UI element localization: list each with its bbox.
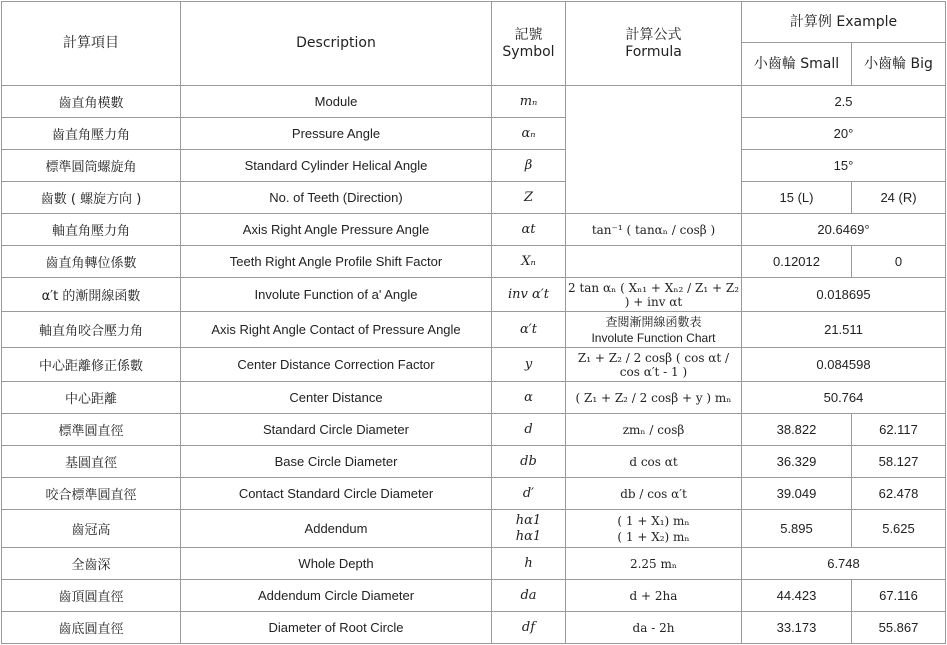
row-symbol: y [492,348,566,382]
table-row [2,548,946,580]
row-symbol: d′ [492,478,566,510]
row-item: 基圓直徑 [2,446,181,478]
row-symbol: da [492,580,566,612]
row-item: 全齒深 [2,548,181,580]
row-formula: tan⁻¹ ( tanαₙ / cosβ ) [566,214,742,246]
table-row [2,382,946,414]
row-description: Contact Standard Circle Diameter [181,478,492,510]
row-item: 中心距離修正係數 [2,348,181,382]
row-value: 0.084598 [742,348,946,382]
row-item: 標準圓筒螺旋角 [2,150,181,182]
row-symbol: Xₙ [492,246,566,278]
header-symbol [492,2,566,86]
row-small: 44.423 [742,580,852,612]
row-small: 5.895 [742,510,852,548]
row-formula: 2 tan αₙ ( Xₙ₁ + Xₙ₂ / Z₁ + Z₂ ) + inv αt [566,278,742,312]
header-symbol-en: Symbol [502,43,555,60]
symbol-line-1: hα1 [515,512,542,528]
row-formula: 2.25 mₙ [566,548,742,580]
row-description: Axis Right Angle Pressure Angle [181,214,492,246]
row-item: 齒直角壓力角 [2,118,181,150]
row-item: 齒底圓直徑 [2,612,181,644]
row-formula [566,312,742,348]
row-item: 齒直角轉位係數 [2,246,181,278]
row-description: Addendum Circle Diameter [181,580,492,612]
row-formula: zmₙ / cosβ [566,414,742,446]
row-description: Axis Right Angle Contact of Pressure Angle [181,312,492,348]
row-small: 33.173 [742,612,852,644]
row-description: Involute Function of a' Angle [181,278,492,312]
row-description: No. of Teeth (Direction) [181,182,492,214]
row-small: 38.822 [742,414,852,446]
table-row [2,182,946,214]
row-big: 67.116 [852,580,946,612]
table-row [2,478,946,510]
header-item: 計算項目 [2,2,181,86]
table-row [2,150,946,182]
header-example: 計算例 Example [742,2,946,43]
row-value: 20.6469° [742,214,946,246]
row-symbol: d [492,414,566,446]
row-value: 2.5 [742,86,946,118]
gear-calculation-table [1,1,946,644]
table-row [2,348,946,382]
row-symbol [492,510,566,548]
row-description: Center Distance [181,382,492,414]
table-row [2,278,946,312]
row-big: 58.127 [852,446,946,478]
row-formula: da - 2h [566,612,742,644]
table-row [2,86,946,118]
header-big: 小齒輪 Big [852,43,946,86]
row-item: 齒冠高 [2,510,181,548]
row-symbol: Z [492,182,566,214]
row-formula: ( Z₁ + Z₂ / 2 cosβ + y ) mₙ [566,382,742,414]
table-row [2,246,946,278]
table-row [2,414,946,446]
header-formula [566,2,742,86]
row-big: 55.867 [852,612,946,644]
row-formula: d cos αt [566,446,742,478]
formula-line-1: ( 1 + X₁) mₙ [617,513,690,528]
row-value: 20° [742,118,946,150]
row-symbol: h [492,548,566,580]
row-item: 標準圓直徑 [2,414,181,446]
row-value: 6.748 [742,548,946,580]
row-formula: d + 2ha [566,580,742,612]
row-big: 62.117 [852,414,946,446]
row-item: 軸直角壓力角 [2,214,181,246]
table-row [2,580,946,612]
row-small: 36.329 [742,446,852,478]
row-small: 0.12012 [742,246,852,278]
row-item: 齒直角模數 [2,86,181,118]
row-item: α′t 的漸開線函數 [2,278,181,312]
row-value: 50.764 [742,382,946,414]
table-row [2,510,946,548]
table-row [2,214,946,246]
row-formula: Z₁ + Z₂ / 2 cosβ ( cos αt / cos α′t - 1 ) [566,348,742,382]
table-row [2,312,946,348]
header-row [2,2,946,43]
header-small: 小齒輪 Small [742,43,852,86]
header-description: Description [181,2,492,86]
row-description: Addendum [181,510,492,548]
table-row [2,612,946,644]
formula-line-2: ( 1 + X₂) mₙ [617,529,690,544]
row-description: Standard Circle Diameter [181,414,492,446]
row-symbol: α′t [492,312,566,348]
row-formula: db / cos α′t [566,478,742,510]
header-formula-en: Formula [625,43,682,60]
row-small: 15 (L) [742,182,852,214]
header-formula-zh: 計算公式 [625,26,682,43]
row-big: 62.478 [852,478,946,510]
formula-zh: 查閱漸開線函數表 [605,314,702,329]
row-value: 21.511 [742,312,946,348]
header-symbol-zh: 記號 [514,26,543,43]
row-item: 齒頂圓直徑 [2,580,181,612]
row-symbol: β [492,150,566,182]
row-description: Teeth Right Angle Profile Shift Factor [181,246,492,278]
row-small: 39.049 [742,478,852,510]
table-row [2,446,946,478]
row-symbol: mₙ [492,86,566,118]
row-symbol: inv α′t [492,278,566,312]
row-description: Standard Cylinder Helical Angle [181,150,492,182]
row-big: 24 (R) [852,182,946,214]
row-symbol: αₙ [492,118,566,150]
row-item: 軸直角咬合壓力角 [2,312,181,348]
row-item: 咬合標準圓直徑 [2,478,181,510]
row-big: 5.625 [852,510,946,548]
row-item: 中心距離 [2,382,181,414]
row-description: Diameter of Root Circle [181,612,492,644]
row-symbol: α [492,382,566,414]
row-description: Base Circle Diameter [181,446,492,478]
row-symbol: αt [492,214,566,246]
row-description: Center Distance Correction Factor [181,348,492,382]
row-formula-empty [566,246,742,278]
row-description: Pressure Angle [181,118,492,150]
row-description: Whole Depth [181,548,492,580]
row-formula [566,510,742,548]
row-symbol: df [492,612,566,644]
row-item: 齒數 ( 螺旋方向 ) [2,182,181,214]
table-row [2,118,946,150]
row-big: 0 [852,246,946,278]
row-description: Module [181,86,492,118]
symbol-line-2: hα1 [515,528,542,544]
row-value: 15° [742,150,946,182]
formula-en: Involute Function Chart [591,330,716,345]
row-symbol: db [492,446,566,478]
row-formula-empty [566,86,742,214]
row-value: 0.018695 [742,278,946,312]
